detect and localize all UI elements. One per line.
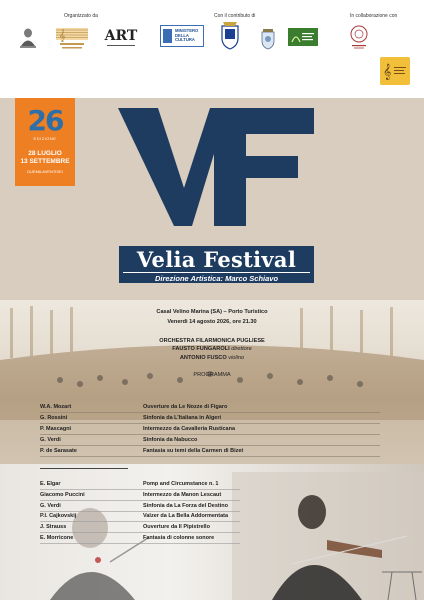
row-rule xyxy=(40,445,380,446)
sponsor-header xyxy=(0,0,424,98)
composer-name: P. Mascagni xyxy=(40,426,72,432)
composer-name: E. Morricone xyxy=(40,535,74,541)
art-logo-text: ART xyxy=(104,27,138,44)
row-rule xyxy=(40,412,380,413)
university-seal-logo xyxy=(349,24,369,50)
soloist-role: violino xyxy=(228,355,245,361)
row-rule xyxy=(40,423,380,424)
work-title: Fantasia di colonne sonore xyxy=(143,535,215,541)
contribution-caption: Con il contributo di xyxy=(214,13,256,19)
vf-monogram-logo xyxy=(118,108,314,226)
program-row xyxy=(40,404,400,413)
composer-name: W.A. Mozart xyxy=(40,404,72,410)
conductor-line xyxy=(0,346,424,352)
venue-line: Casal Velino Marina (SA) – Porto Turistico xyxy=(156,309,268,315)
art-logo xyxy=(103,24,139,50)
composer-name: J. Strauss xyxy=(40,524,67,531)
composer-name: Giacomo Puccini xyxy=(40,491,85,498)
town-arms-logo xyxy=(258,22,278,56)
program-row xyxy=(40,513,380,522)
program-row xyxy=(40,415,400,424)
svg-text:𝄞: 𝄞 xyxy=(383,64,392,80)
work-title: Sinfonia da La Forza del Destino xyxy=(143,502,228,509)
program-row xyxy=(40,481,380,490)
work-title: Intermezzo da Cavalleria Rusticana xyxy=(143,426,236,432)
program-section-2 xyxy=(0,464,424,600)
row-rule xyxy=(40,500,240,501)
program-heading: PROGRAMMA xyxy=(193,372,231,378)
svg-text:𝄞: 𝄞 xyxy=(59,29,66,42)
work-title: Sinfonia da Nabucco xyxy=(143,437,198,443)
row-rule xyxy=(40,532,240,533)
edition-label: EDIZIONE xyxy=(33,136,57,141)
row-rule xyxy=(40,543,240,544)
collaboration-caption: In collaborazione con xyxy=(350,13,398,19)
work-title: Fantasia su temi della Carmen di Bizet xyxy=(143,448,244,454)
program-row xyxy=(40,524,380,533)
program-row xyxy=(40,437,400,446)
composer-name: P.I. Cajkovskij xyxy=(40,513,77,520)
soloist-line xyxy=(0,355,424,361)
work-title: Pomp and Circumstance n. 1 xyxy=(143,481,219,487)
program-divider xyxy=(40,468,128,469)
composer-name: P. de Sarasate xyxy=(40,448,77,454)
edition-number: 26 xyxy=(27,104,63,137)
row-rule xyxy=(40,489,240,490)
program-row xyxy=(40,535,380,544)
edition-badge xyxy=(15,98,75,186)
work-title: Ouverture da Il Pipistrello xyxy=(143,524,210,531)
year-tag: DUEMILAVENTISEI xyxy=(27,169,63,174)
festival-title: Velia Festival xyxy=(136,247,297,272)
composer-name: G. Verdi xyxy=(40,502,61,509)
title-divider xyxy=(123,272,310,273)
row-rule xyxy=(40,434,380,435)
ministry-logo-text: MINISTERO DELLA CULTURA xyxy=(175,27,199,43)
conductor-role: direttore xyxy=(231,346,252,352)
soloist-name: ANTONIO FUSCO xyxy=(179,355,227,361)
row-rule xyxy=(40,456,380,457)
organized-by-caption: Organizzato da xyxy=(64,13,98,19)
ministry-logo xyxy=(160,25,204,47)
row-rule xyxy=(40,511,240,512)
concert-section xyxy=(0,300,424,464)
work-title: Intermezzo da Manon Lescaut xyxy=(143,491,222,498)
work-title: Sinfonia da L’Italiana in Algeri xyxy=(143,415,222,421)
festival-title-box xyxy=(119,246,314,283)
festival-hero xyxy=(0,98,424,300)
music-school-logo xyxy=(52,24,92,56)
program-row xyxy=(40,448,400,457)
conductor-name: FAUSTO FUNGAROLI xyxy=(172,346,230,352)
regione-shield-logo xyxy=(220,20,240,50)
music-association-logo xyxy=(380,57,410,85)
start-date: 28 LUGLIO xyxy=(28,150,62,157)
row-rule xyxy=(40,521,240,522)
composer-name: G. Verdi xyxy=(40,437,61,443)
bust-logo xyxy=(16,26,40,50)
orchestra-name: ORCHESTRA FILARMONICA PUGLIESE xyxy=(159,338,265,344)
artistic-direction: Direzione Artistica: Marco Schiavo xyxy=(154,274,279,283)
work-title: Ouverture da Le Nozze di Figaro xyxy=(143,404,228,410)
green-park-logo xyxy=(288,28,318,46)
program-row xyxy=(40,426,400,435)
date-time-line: Venerdì 14 agosto 2026, ore 21.30 xyxy=(167,319,257,325)
composer-name: G. Rossini xyxy=(40,415,68,421)
end-date: 13 SETTEMBRE xyxy=(20,158,70,165)
composer-name: E. Elgar xyxy=(40,481,61,487)
program-row xyxy=(40,503,380,512)
work-title: Valzer da La Bella Addormentata xyxy=(143,513,229,520)
program-row xyxy=(40,492,380,501)
